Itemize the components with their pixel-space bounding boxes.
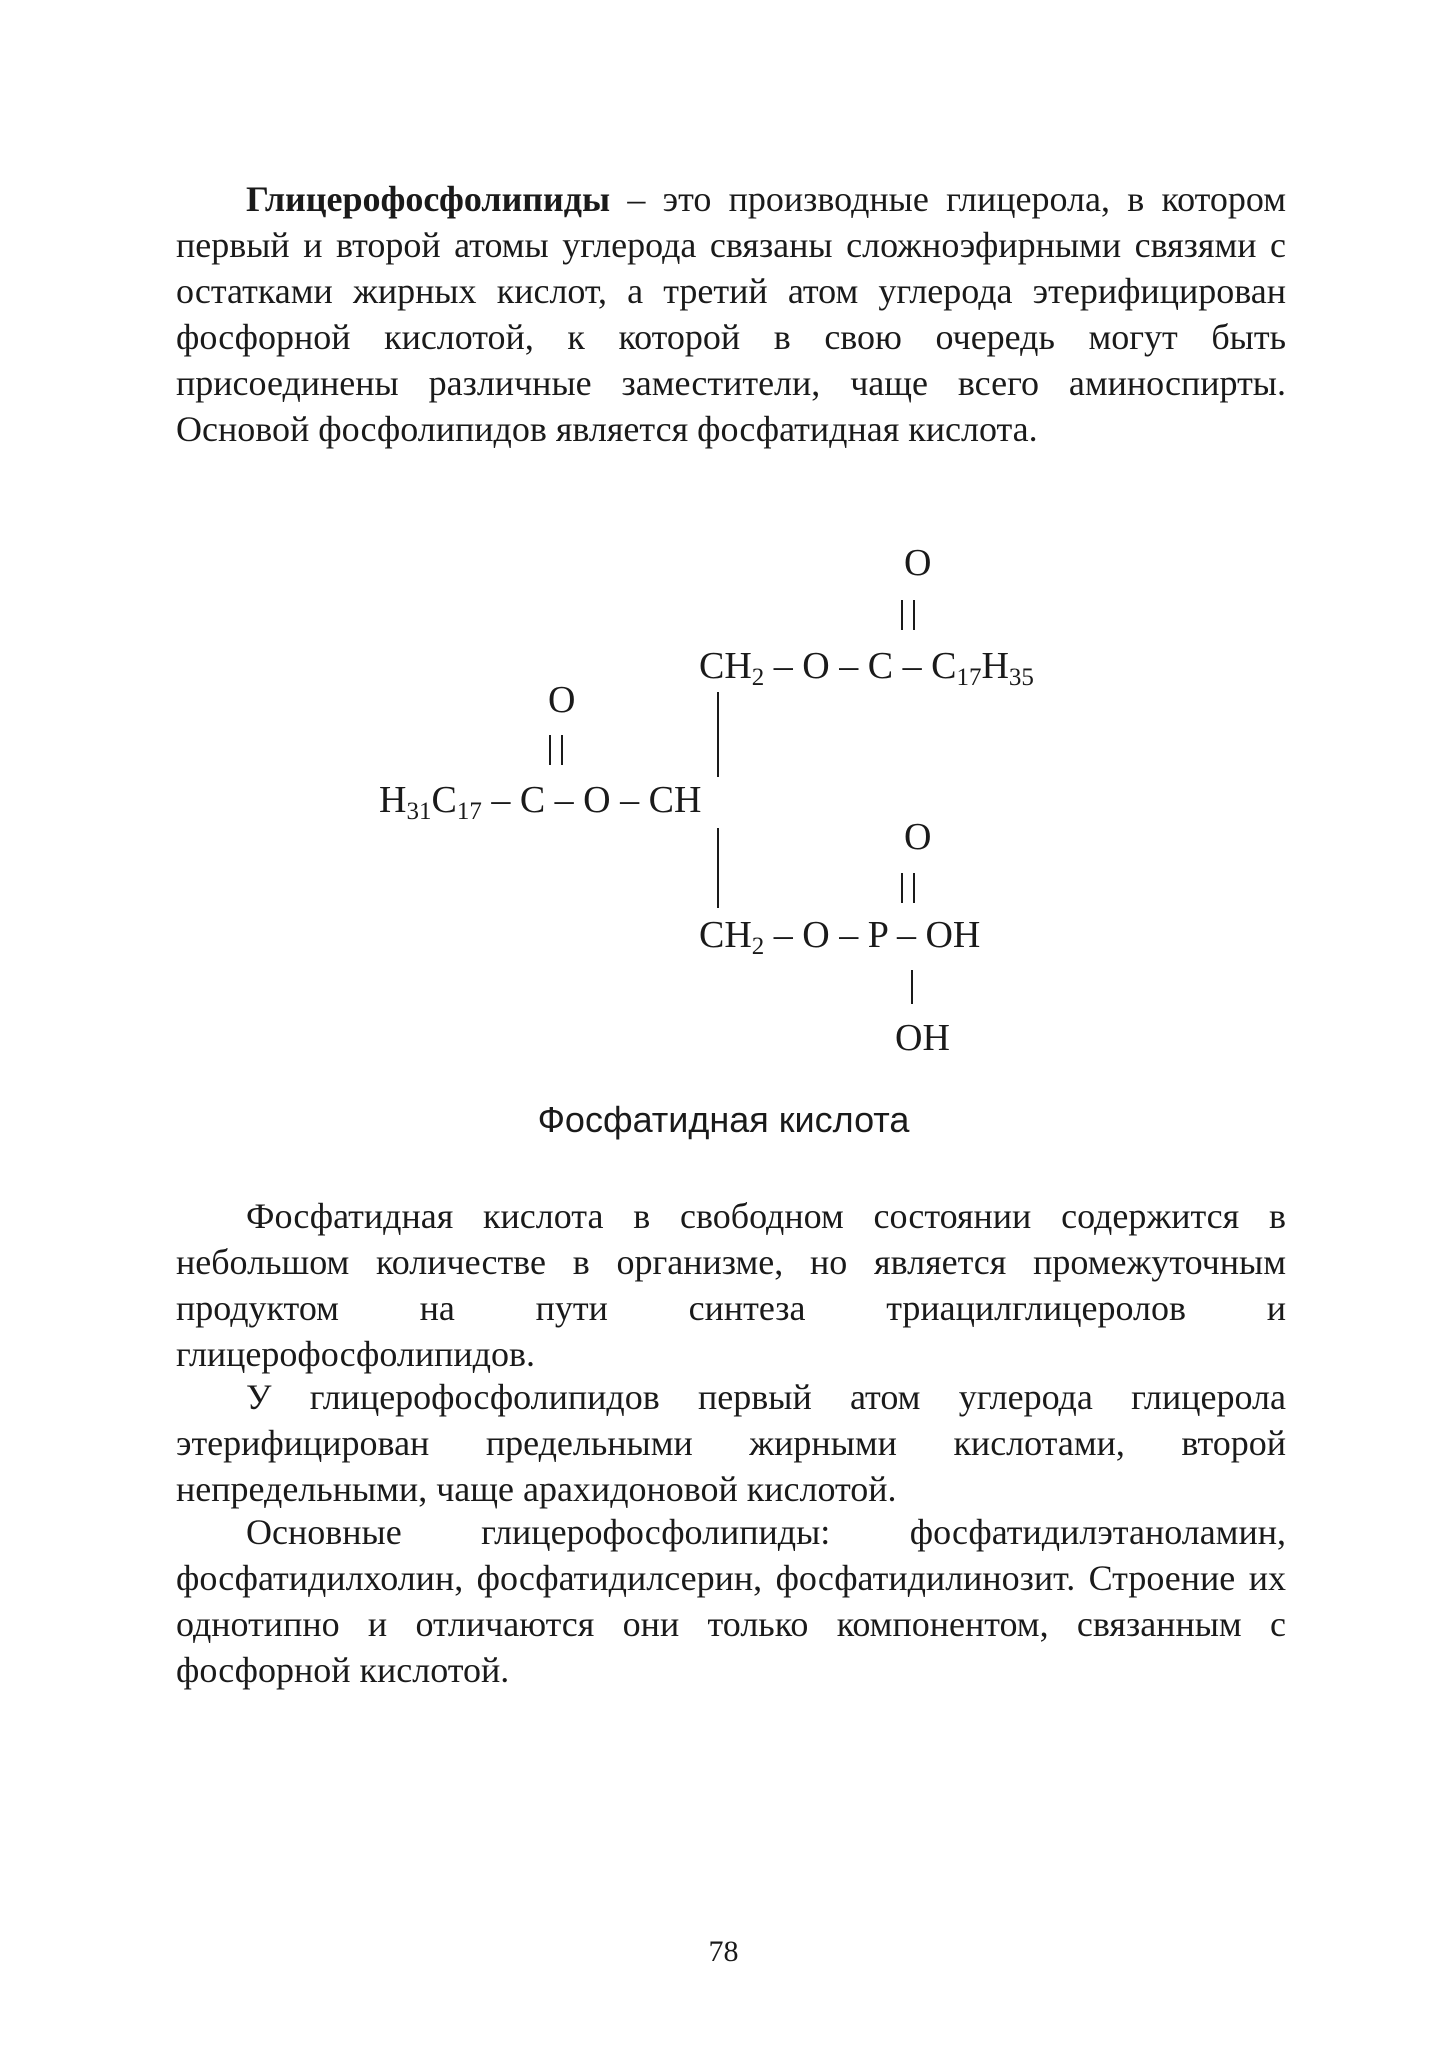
paragraph-free-state: Фосфатидная кислота в свободном состоянии содержится в небольшом количестве в организме, но является промежуточным продуктом на пути синтеза триацилглицеролов и глицерофосфолипидов. [176,1196,1286,1374]
formula-row-3: $CH_2$ – O – P – OH [699,914,981,960]
formula-o-phosphate: O [904,816,932,858]
double-bond-left-a [549,735,551,765]
formula-o-left: O [548,679,576,721]
double-bond-left-b [561,735,563,765]
double-bond-top-a [901,600,903,630]
double-bond-p-a [901,873,903,903]
double-bond-top-b [913,600,915,630]
formula-caption: Фосфатидная кислота [537,1099,910,1140]
paragraph-main-types: Основные глицерофосфолипиды: фосфатидилэтаноламин, фосфатидилхолин, фосфатидилсерин, фосфатидилинозит. Строение их однотипно и отличаются они только компонентом, связанным с фосфорной кислотой. [176,1512,1286,1690]
formula-oh-bottom: OH [895,1017,950,1059]
formula-row-1: $CH_2$ – O – C – $C_{17}H_{35}$ [699,645,1034,691]
term-glycerophospholipids: Глицерофосфолипиды [246,179,611,219]
double-bond-p-b [913,873,915,903]
intro-paragraph-text: – это производные глицерола, в котором первый и второй атомы углерода связаны сложноэфирными связями с остатками жирных кислот, а третий атом углерода этерифицирован фосфорной кислотой, к которой в свою очередь могут быть присоединены различные заместители, чаще всего аминоспирты. Основой фосфолипидов является фосфатидная кислота. [176,179,1286,449]
bond-p-oh [911,970,913,1004]
bond-ch-ch2 [717,828,719,908]
bond-ch2-ch [717,692,719,777]
page-number: 78 [708,1935,739,1968]
formula-o-top: O [904,542,932,584]
formula-row-2: $H_{31}C_{17}$ – C – O – CH [379,779,702,825]
paragraph-esterification: У глицерофосфолипидов первый атом углерода глицерола этерифицирован предельными жирными кислотами, второй непредельными, чаще арахидоновой кислотой. [176,1377,1286,1509]
row1-ch2: CH [699,645,752,687]
